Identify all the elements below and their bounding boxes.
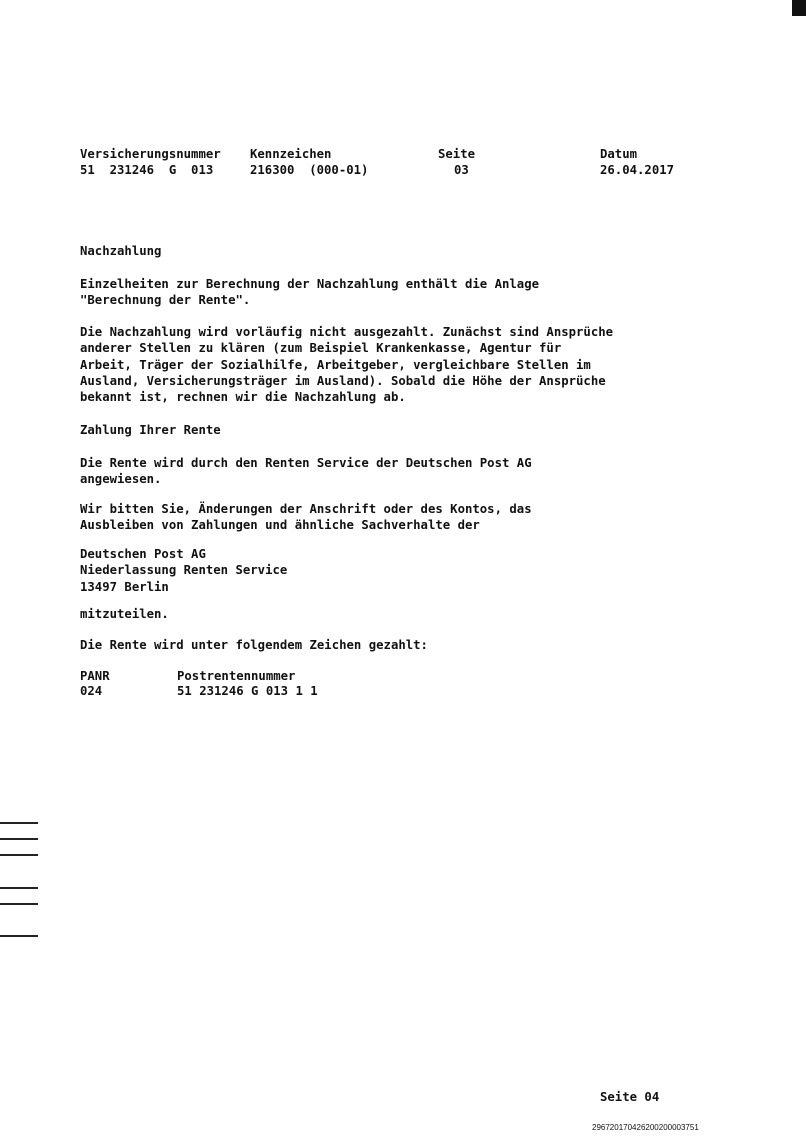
margin-mark	[0, 838, 38, 840]
document-id-number: 29672017042620020000375​1	[592, 1123, 699, 1132]
versicherungsnummer-value: 51 231246 G 013	[80, 163, 214, 177]
panr-value: 024	[80, 684, 103, 698]
panr-header: PANR	[80, 669, 110, 683]
mitzuteilen-text: mitzuteilen.	[80, 607, 169, 621]
text-line: "Berechnung der Rente".	[80, 293, 251, 308]
versicherungsnummer-label: Versicherungsnummer	[80, 147, 221, 161]
nachzahlung-paragraph-2	[80, 324, 720, 405]
text-line: Arbeit, Träger der Sozialhilfe, Arbeitgeber, vergleichbare Stellen im	[80, 357, 591, 372]
text-line: anderer Stellen zu klären (zum Beispiel Krankenkasse, Agentur für	[80, 341, 562, 356]
address-line: Deutschen Post AG	[80, 547, 206, 561]
address-block	[80, 546, 720, 595]
address-line: 13497 Berlin	[80, 579, 169, 594]
text-line: angewiesen.	[80, 472, 162, 487]
corner-print-mark	[792, 0, 806, 16]
text-line: Die Nachzahlung wird vorläufig nicht ausgezahlt. Zunächst sind Ansprüche	[80, 325, 614, 339]
nachzahlung-paragraph-1	[80, 276, 720, 309]
datum-value: 26.04.2017	[600, 163, 675, 177]
text-line: Ausland, Versicherungsträger im Ausland). Sobald die Höhe der Ansprüche	[80, 373, 606, 388]
seite-value: 03	[454, 163, 469, 177]
kennzeichen-label: Kennzeichen	[250, 147, 332, 161]
zeichen-intro: Die Rente wird unter folgendem Zeichen gezahlt:	[80, 638, 428, 652]
zahlung-paragraph-2	[80, 501, 720, 534]
text-line: Einzelheiten zur Berechnung der Nachzahlung enthält die Anlage	[80, 277, 540, 291]
margin-mark	[0, 822, 38, 824]
text-line: Die Rente wird durch den Renten Service der Deutschen Post AG	[80, 456, 532, 470]
nachzahlung-heading: Nachzahlung	[80, 244, 162, 258]
text-line: Wir bitten Sie, Änderungen der Anschrift oder des Kontos, das	[80, 502, 532, 516]
margin-mark	[0, 935, 38, 937]
address-line: Niederlassung Renten Service	[80, 563, 288, 578]
postrentennummer-header: Postrentennummer	[177, 669, 296, 683]
seite-label: Seite	[438, 147, 476, 161]
zahlung-heading: Zahlung Ihrer Rente	[80, 423, 221, 437]
margin-mark	[0, 903, 38, 905]
datum-label: Datum	[600, 147, 638, 161]
text-line: bekannt ist, rechnen wir die Nachzahlung ab.	[80, 390, 406, 405]
text-line: Ausbleiben von Zahlungen und ähnliche Sachverhalte der	[80, 518, 480, 533]
margin-mark	[0, 887, 38, 889]
kennzeichen-value: 216300 (000-01)	[250, 163, 369, 177]
postrentennummer-value: 51 231246 G 013 1 1	[177, 684, 318, 698]
footer-page-number: Seite 04	[600, 1090, 660, 1104]
zahlung-paragraph-1	[80, 455, 720, 488]
margin-mark	[0, 854, 38, 856]
